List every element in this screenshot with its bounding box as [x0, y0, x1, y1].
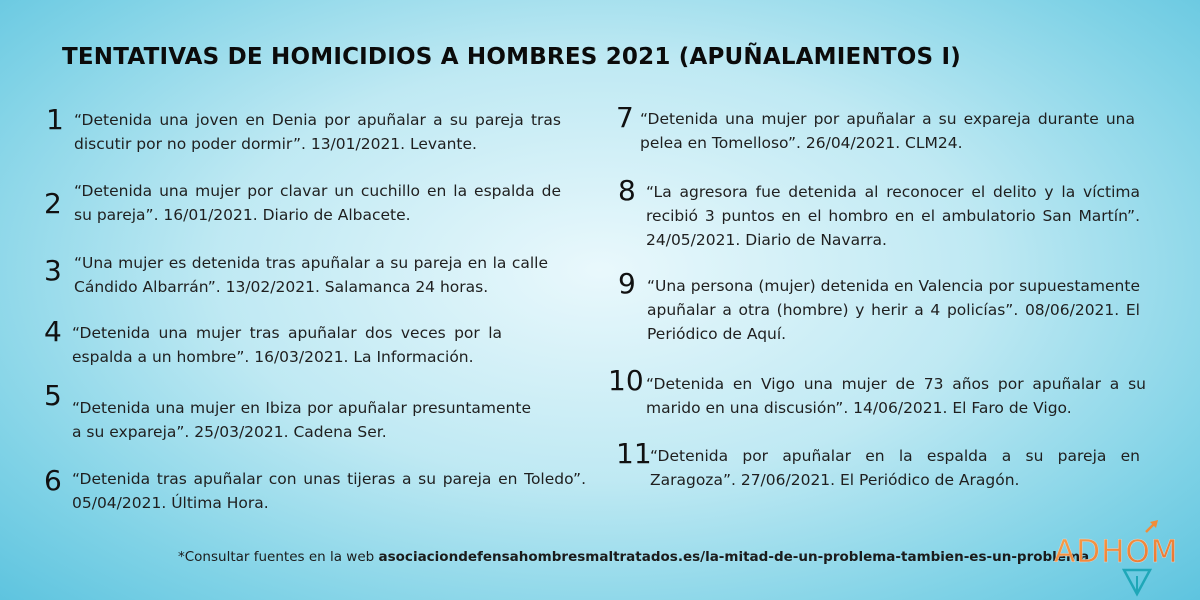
item-number: 1	[46, 103, 64, 136]
item-text: “Detenida una mujer en Ibiza por apuñalar presuntamente a su expareja”. 25/03/2021. Cadena Ser.	[72, 399, 531, 441]
item-text: “La agresora fue detenida al reconocer el delito y la víctima recibió 3 puntos en el hombro en el ambulatorio San Martín”. 24/05/2021. Diario de Navarra.	[646, 183, 1140, 249]
item-text: “Detenida una mujer por apuñalar a su expareja durante una pelea en Tomelloso”. 26/04/2021. CLM24.	[640, 110, 1135, 152]
item-text: “Detenida una mujer por clavar un cuchillo en la espalda de su pareja”. 16/01/2021. Diario de Albacete.	[74, 182, 561, 224]
sources-link[interactable]: asociaciondefensahombresmaltratados.es/la-mitad-de-un-problema-tambien-es-un-problema	[378, 549, 1090, 565]
item-number: 3	[44, 254, 62, 287]
item-text: “Detenida en Vigo una mujer de 73 años por apuñalar a su marido en una discusión”. 14/06/2021. El Faro de Vigo.	[646, 375, 1146, 417]
item-number: 7	[616, 101, 634, 134]
item-text: “Detenida por apuñalar en la espalda a su pareja en Zaragoza”. 27/06/2021. El Periódico de Aragón.	[650, 447, 1140, 489]
item-number: 9	[618, 267, 636, 300]
sources-prefix: *Consultar fuentes en la web	[178, 549, 379, 565]
item-number: 10	[608, 364, 644, 397]
item-number: 6	[44, 464, 62, 497]
item-text: “Detenida una mujer tras apuñalar dos veces por la espalda a un hombre”. 16/03/2021. La Información.	[72, 324, 502, 366]
adhom-logo	[1050, 520, 1195, 598]
item-text: “Detenida tras apuñalar con unas tijeras a su pareja en Toledo”. 05/04/2021. Última Hora.	[72, 470, 586, 512]
item-number: 4	[44, 315, 62, 348]
item-text: “Una persona (mujer) detenida en Valencia por supuestamente apuñalar a otra (hombre) y herir a 4 policías”. 08/06/2021. El Periódico de Aquí.	[647, 277, 1140, 343]
logo-wordmark: ADHOM	[1054, 534, 1179, 570]
page-title: TENTATIVAS DE HOMICIDIOS A HOMBRES 2021 (APUÑALAMIENTOS I)	[62, 44, 961, 70]
item-text: “Detenida una joven en Denia por apuñalar a su pareja tras discutir por no poder dormir”. 13/01/2021. Levante.	[74, 111, 561, 153]
item-number: 5	[44, 379, 62, 412]
item-number: 11	[616, 437, 652, 470]
item-text: “Una mujer es detenida tras apuñalar a su pareja en la calle Cándido Albarrán”. 13/02/2021. Salamanca 24 horas.	[74, 254, 548, 296]
sources-note	[178, 549, 1089, 565]
item-number: 2	[44, 187, 62, 220]
item-number: 8	[618, 174, 636, 207]
